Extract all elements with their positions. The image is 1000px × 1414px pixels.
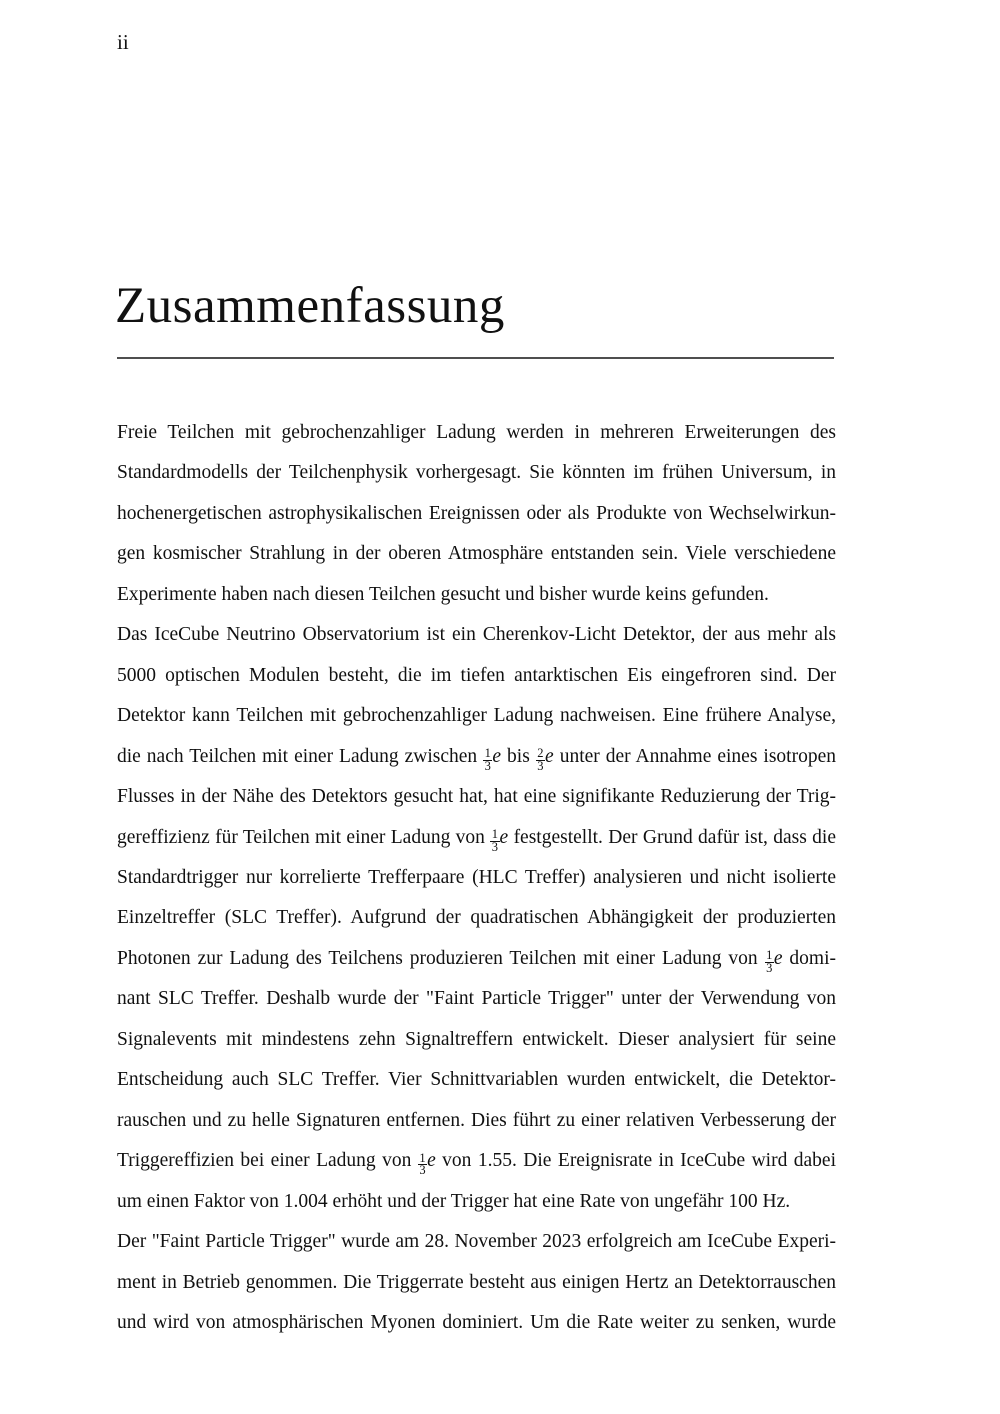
text-line: Standardmodells der Teilchenphysik vorhergesagt. Sie könnten im frühen Universum, in [117,462,836,484]
fraction-1-3: $\frac{1}{3}$ [766,948,773,975]
text-line: um einen Faktor von 1.004 erhöht und der Trigger hat eine Rate von ungefähr 100 Hz. [117,1190,791,1212]
text-line: Standardtrigger nur korrelierte Trefferpaare (HLC Treffer) analysieren und nicht isolierte [117,866,836,888]
text-line: Signalevents mit mindestens zehn Signaltreffern entwickelt. Dieser analysiert für seine [117,1028,836,1050]
abstract-text [117,413,836,1343]
text-line: Der "Faint Particle Trigger" wurde am 28. November 2023 erfolgreich am IceCube Experi- [117,1231,836,1253]
text-line: 5000 optischen Modulen besteht, die im tiefen antarktischen Eis eingefroren sind. Der [117,664,836,686]
text-line: ment in Betrieb genommen. Die Triggerrate besteht aus einigen Hertz an Detektorrauschen [117,1271,836,1293]
text-line: nant SLC Treffer. Deshalb wurde der "Faint Particle Trigger" unter der Verwendung von [117,988,836,1010]
title-rule [117,357,834,359]
fraction-1-3: $\frac{1}{3}$ [491,827,499,854]
math-variable: e [773,947,783,969]
math-variable: e [427,1150,436,1172]
page-number: ii [117,30,129,54]
text-line: die nach Teilchen mit einer Ladung zwischen $\frac{1}{3}$ e bis $\frac{2}{3}$ e unter der Annahme eines isotropen [117,745,836,773]
math-variable: e [492,745,502,767]
math-variable: e [545,745,554,767]
text-line: Triggereffizien bei einer Ladung von $\frac{1}{3}$ e von 1.55. Die Ereignisrate in IceCube wird dabei [117,1150,836,1178]
text-line: Freie Teilchen mit gebrochenzahliger Ladung werden in mehreren Erweiterungen des [117,422,836,443]
fraction-1-3: $\frac{1}{3}$ [419,1150,426,1178]
text-line: Einzeltreffer (SLC Treffer). Aufgrund der quadratischen Abhängigkeit der produzierten [117,907,836,929]
text-line: Detektor kann Teilchen mit gebrochenzahliger Ladung nachweisen. Eine frühere Analyse, [117,705,836,727]
text-line: Das IceCube Neutrino Observatorium ist ein Cherenkov-Licht Detektor, der aus mehr als [117,624,836,646]
text-line: Entscheidung auch SLC Treffer. Vier Schnittvariablen wurden entwickelt, die Detektor- [117,1069,836,1091]
text-line: und wird von atmosphärischen Myonen dominiert. Um die Rate weiter zu senken, wurde [117,1311,836,1333]
text-line: gereffizienz für Teilchen mit einer Ladung von $\frac{1}{3}$ e festgestellt. Der Grund dafür ist, dass die [117,826,836,854]
text-line: hochenergetischen astrophysikalischen Ereignissen oder als Produkte von Wechselwirkun- [117,502,836,524]
fraction-1-3: $\frac{1}{3}$ [484,746,491,773]
fraction-2-3: $\frac{2}{3}$ [537,746,544,773]
text-line: rauschen und zu helle Signaturen entfernen. Dies führt zu einer relativen Verbesserung der [117,1109,836,1131]
text-line: Flusses in der Nähe des Detektors gesucht hat, hat eine signifikante Reduzierung der Trig- [117,786,836,808]
chapter-title: Zusammenfassung [115,278,505,334]
text-line: gen kosmischer Strahlung in der oberen Atmosphäre entstanden sein. Viele verschiedene [117,543,836,565]
text-line: Photonen zur Ladung des Teilchens produzieren Teilchen mit einer Ladung von $\frac{1}{3}$ e domi- [117,947,836,975]
math-variable: e [499,826,509,848]
text-line: Experimente haben nach diesen Teilchen gesucht und bisher wurde keins gefunden. [117,583,769,605]
